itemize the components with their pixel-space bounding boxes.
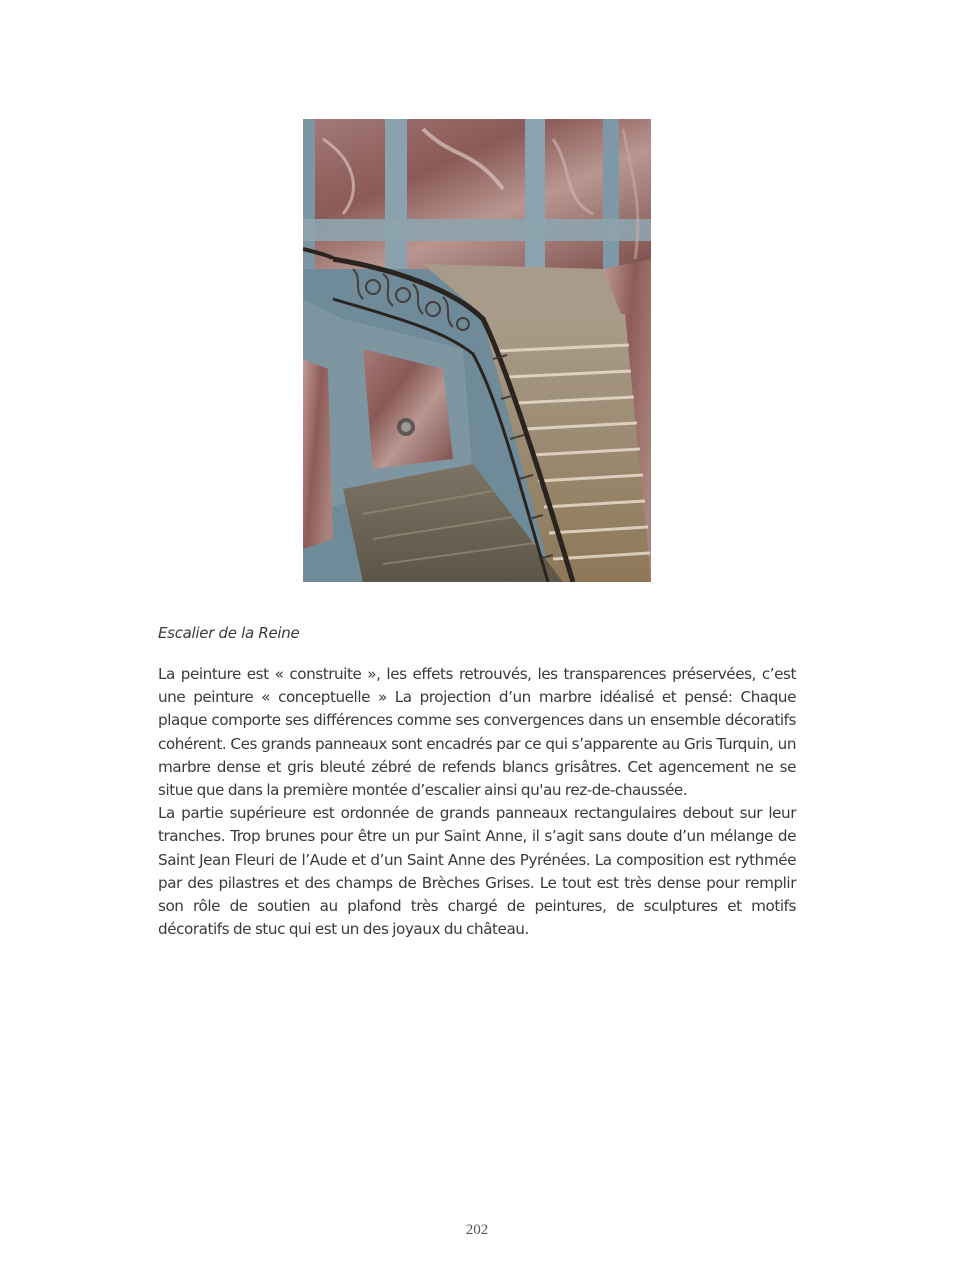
figure-caption: Escalier de la Reine bbox=[158, 624, 300, 642]
body-text bbox=[158, 663, 796, 941]
paragraph-1: La peinture est « construite », les effets retrouvés, les transparences préservées, c’est une peinture « conceptuelle » La projection d’un marbre idéalisé et pensé: Chaque plaque comporte ses différences comme ses convergences dans un ensemble décoratifs cohérent. Ces grands panneaux sont encadrés par ce qui s’apparente au Gris Turquin, un marbre dense et gris bleuté zébré de refends blancs grisâtres. Cet agencement ne se situe que dans la première montée d’escalier ainsi qu'au rez-de-chaussée. bbox=[158, 665, 796, 800]
staircase-photo bbox=[303, 119, 651, 582]
paragraph-2: La partie supérieure est ordonnée de grands panneaux rectangulaires debout sur leur tranches. Trop brunes pour être un pur Saint Anne, il s’agit sans doute d’un mélange de Saint Jean Fleuri de l’Aude et d’un Saint Anne des Pyrénées. La composition est rythmée par des pilastres et des champs de Brèches Grises. Le tout est très dense pour remplir son rôle de soutien au plafond très chargé de peintures, de sculptures et motifs décoratifs de stuc qui est un des joyaux du château. bbox=[158, 804, 796, 939]
page-number: 202 bbox=[465, 1222, 489, 1238]
